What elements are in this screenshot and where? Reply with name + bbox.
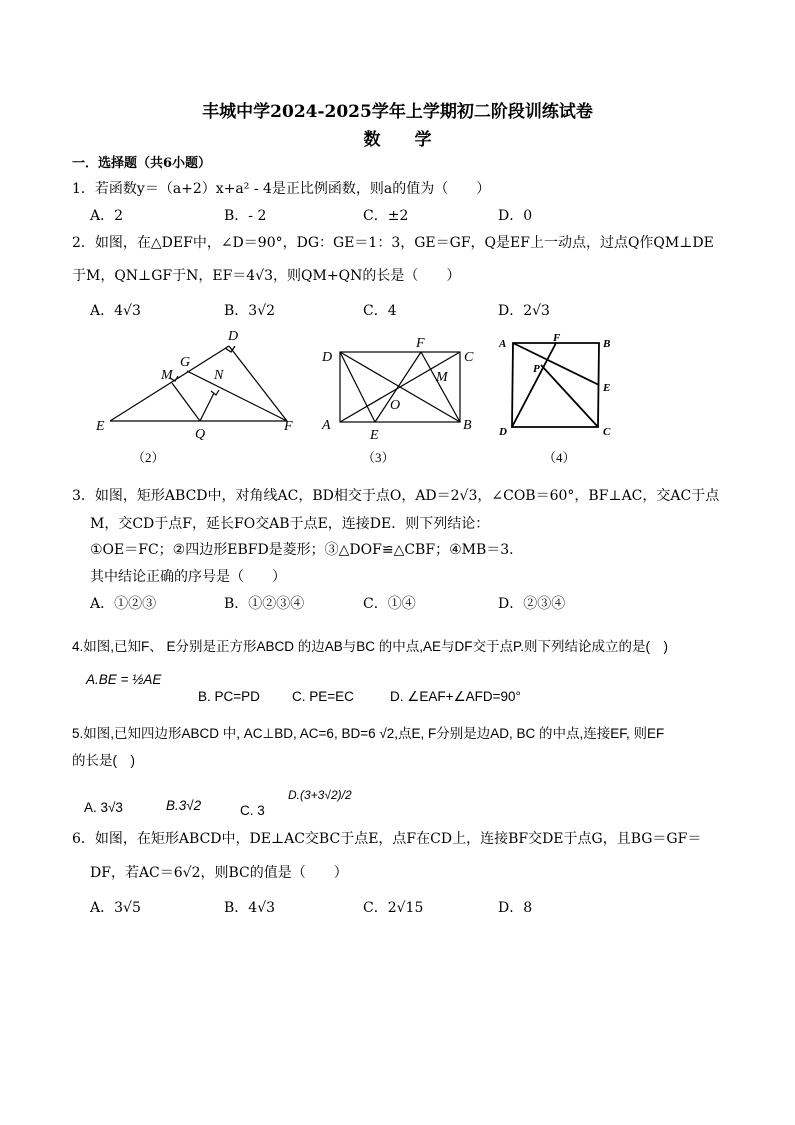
fig3-label-e: E xyxy=(370,428,379,443)
q3-option-d: D．②③④ xyxy=(498,596,566,612)
question-2-line1: 2．如图，在△DEF中，∠D＝90°，DG：GE＝1：3，GE＝GF，Q是EF上一动点，过点Q作QM⊥DE xyxy=(72,235,714,251)
q5-option-c: C. 3 xyxy=(240,803,265,818)
q6-option-b: B．4√3 xyxy=(224,900,276,916)
fig3-label-a: A xyxy=(322,418,331,433)
question-5-line2: 的长是( ) xyxy=(72,753,135,768)
question-4-stem: 4.如图,已知F、 E分别是正方形ABCD 的边AB与BC 的中点,AE与DF交于点P.则下列结论成立的是( ) xyxy=(72,639,669,654)
figure-4-caption: （4） xyxy=(543,450,576,465)
question-3-line2: M，交CD于点F，延长FO交AB于点E，连接DE．则下列结论： xyxy=(90,516,490,532)
fig3-label-d: D xyxy=(322,350,333,365)
q1-option-a: A．2 xyxy=(90,208,124,224)
fig4-label-c: C xyxy=(603,426,611,438)
subject-title: 数 学 xyxy=(363,130,432,150)
fig2-label-e: E xyxy=(96,419,105,434)
fig2-label-f: F xyxy=(284,419,293,434)
figure-2-caption: （2） xyxy=(132,450,165,465)
exam-title: 丰城中学2024-2025学年上学期初二阶段训练试卷 xyxy=(202,102,593,122)
q6-option-a: A．3√5 xyxy=(90,900,141,916)
fig4-label-p: P xyxy=(533,363,540,375)
question-3-line3: ①OE＝FC；②四边形EBFD是菱形；③△DOF≌△CBF；④MB＝3． xyxy=(90,542,524,558)
fig3-label-m: M xyxy=(436,370,448,385)
fig4-label-b: B xyxy=(603,338,611,350)
q4-option-a: A.BE = ½AE xyxy=(86,672,162,687)
fig2-label-d: D xyxy=(228,329,239,344)
q2-option-c: C．4 xyxy=(363,303,397,319)
section-heading: 一．选择题（共6小题） xyxy=(72,156,212,171)
q3-option-b: B．①②③④ xyxy=(224,596,305,612)
question-2-line2: 于M，QN⊥GF于N，EF＝4√3，则QM+QN的长是（ ） xyxy=(72,268,461,284)
q3-option-c: C．①④ xyxy=(363,596,416,612)
figure-3-caption: （3） xyxy=(362,450,395,465)
q2-option-b: B．3√2 xyxy=(224,303,276,319)
q5-option-a: A. 3√3 xyxy=(84,800,123,815)
q4-option-b: B. PC=PD xyxy=(198,689,260,704)
figure-2-triangle-def xyxy=(110,346,287,421)
q3-option-a: A．①②③ xyxy=(90,596,157,612)
fig2-label-m: M xyxy=(161,368,173,383)
q1-option-c: C．±2 xyxy=(363,208,409,224)
question-3-line1: 3．如图，矩形ABCD中，对角线AC，BD相交于点O，AD＝2√3，∠COB＝60°，BF⊥AC，交AC于点 xyxy=(72,488,720,504)
fig3-label-o: O xyxy=(390,398,401,413)
question-3-line4: 其中结论正确的序号是（ ） xyxy=(90,569,286,585)
q1-option-d: D．0 xyxy=(498,208,533,224)
q2-option-d: D．2√3 xyxy=(498,303,550,319)
question-6-line1: 6．如图，在矩形ABCD中，DE⊥AC交BC于点E，点F在CD上，连接BF交DE于点G，且BG＝GF＝ xyxy=(72,831,702,847)
question-6-line2: DF，若AC＝6√2，则BC的值是（ ） xyxy=(90,865,348,881)
q4-option-c: C. PE=EC xyxy=(292,689,354,704)
q5-option-d: D.(3+3√2)/2 xyxy=(288,788,352,802)
q4-option-d: D. ∠EAF+∠AFD=90° xyxy=(390,689,521,704)
q5-option-b: B.3√2 xyxy=(166,798,202,813)
figures-row xyxy=(0,325,795,470)
fig3-label-f: F xyxy=(416,336,425,351)
question-5-line1: 5.如图,已知四边形ABCD 中, AC⊥BD, AC=6, BD=6 √2,点E, F分别是边AD, BC 的中点,连接EF, 则EF xyxy=(72,726,665,741)
q1-option-b: B．- 2 xyxy=(224,208,267,224)
fig2-label-n: N xyxy=(214,368,224,383)
fig4-label-e: E xyxy=(603,382,611,394)
q2-option-a: A．4√3 xyxy=(90,303,141,319)
fig4-label-a: A xyxy=(499,338,507,350)
fig2-label-g: G xyxy=(180,355,191,370)
fig2-label-q: Q xyxy=(195,427,206,442)
fig4-label-f: F xyxy=(553,332,561,344)
fig3-label-b: B xyxy=(463,418,472,433)
fig4-label-d: D xyxy=(499,426,507,438)
figure-4-square-abcd xyxy=(512,343,599,427)
q6-option-d: D．8 xyxy=(498,900,533,916)
q6-option-c: C．2√15 xyxy=(363,900,424,916)
question-1-stem: 1．若函数y＝（a+2）x+a² - 4是正比例函数，则a的值为（ ） xyxy=(72,181,491,197)
fig3-label-c: C xyxy=(464,350,474,365)
